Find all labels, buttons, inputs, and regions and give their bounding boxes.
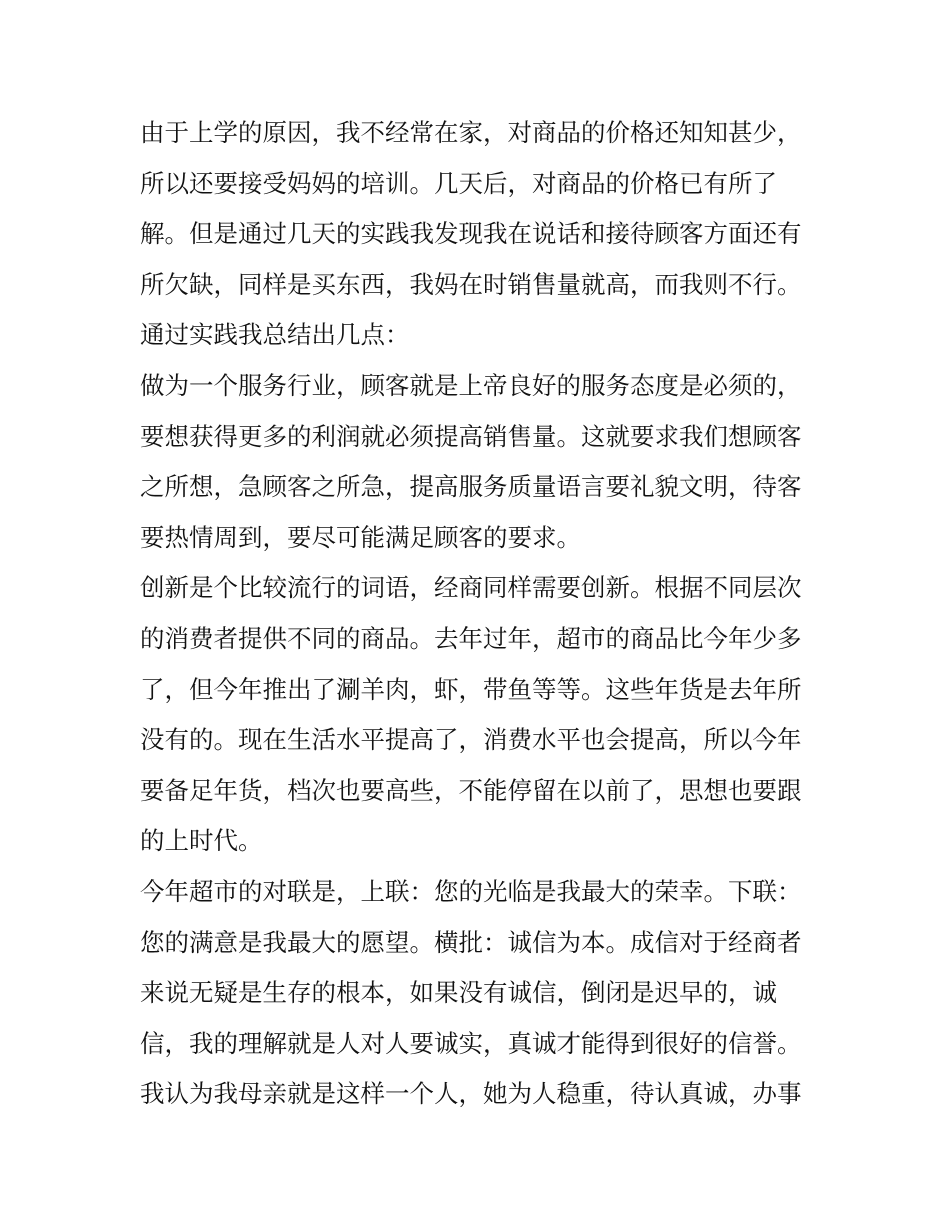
text-line: 您的满意是我最大的愿望。横批：诚信为本。成信对于经商者 [140, 927, 802, 957]
text-line: 之所想，急顾客之所急，提高服务质量语言要礼貌文明，待客 [140, 472, 802, 502]
text-line: 通过实践我总结出几点： [140, 320, 410, 350]
text-line: 要备足年货，档次也要高些，不能停留在以前了，思想也要跟 [140, 775, 802, 805]
text-line: 所欠缺，同样是买东西，我妈在时销售量就高，而我则不行。 [140, 269, 802, 299]
text-line: 没有的。现在生活水平提高了，消费水平也会提高，所以今年 [140, 725, 802, 755]
text-line: 创新是个比较流行的词语，经商同样需要创新。根据不同层次 [140, 573, 802, 603]
text-line: 由于上学的原因，我不经常在家，对商品的价格还知知甚少， [140, 118, 802, 147]
text-line: 要想获得更多的利润就必须提高销售量。这就要求我们想顾客 [140, 421, 802, 451]
text-line: 我认为我母亲就是这样一个人，她为人稳重，待认真诚，办事 [140, 1079, 802, 1109]
text-line: 今年超市的对联是，上联：您的光临是我最大的荣幸。下联： [140, 876, 802, 906]
text-line: 做为一个服务行业，顾客就是上帝良好的服务态度是必须的， [140, 370, 802, 400]
text-line: 的上时代。 [140, 826, 263, 856]
text-line: 信，我的理解就是人对人要诚实，真诚才能得到很好的信誉。 [140, 1028, 802, 1058]
document-body [140, 108, 830, 1120]
text-line: 来说无疑是生存的根本，如果没有诚信，倒闭是迟早的，诚 [140, 978, 777, 1008]
text-line: 所以还要接受妈妈的培训。几天后，对商品的价格已有所了 [140, 168, 777, 198]
text-line: 要热情周到，要尽可能满足顾客的要求。 [140, 522, 581, 552]
text-line: 的消费者提供不同的商品。去年过年，超市的商品比今年少多 [140, 623, 802, 653]
text-line: 了，但今年推出了涮羊肉，虾，带鱼等等。这些年货是去年所 [140, 674, 802, 704]
text-line: 解。但是通过几天的实践我发现我在说话和接待顾客方面还有 [140, 219, 802, 249]
